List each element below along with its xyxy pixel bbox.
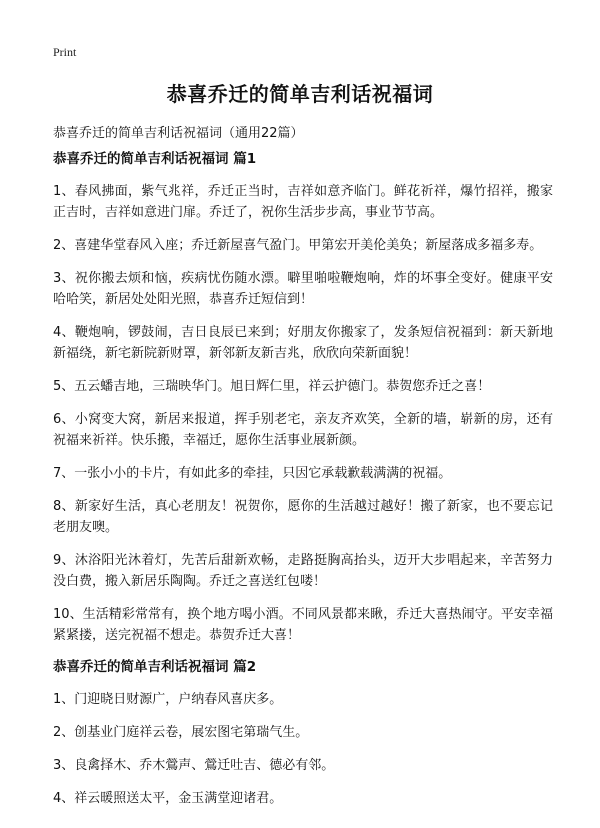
paragraph: 4、祥云暖照送太平，金玉满堂迎诸君。: [53, 791, 283, 806]
paragraph: 2、创基业门庭祥云卷，展宏图宅第瑞气生。: [53, 725, 309, 740]
paragraph: 3、祝你搬去烦和恼，疾病忧伤随水漂。噼里啪啦鞭炮响，炸的坏事全变好。健康平安哈哈笑，新居处处阳光照，恭喜乔迁短信到！: [53, 271, 553, 307]
paragraph: 1、春风拂面，紫气兆祥，乔迁正当时，吉祥如意齐临门。鲜花祈祥，爆竹招祥，搬家正吉时，吉祥如意进门扉。乔迁了，祝你生活步步高，事业节节高。: [53, 184, 553, 220]
section-2: [53, 658, 553, 809]
print-link[interactable]: Print: [53, 45, 77, 59]
page-subtitle: 恭喜乔迁的简单吉利话祝福词（通用22篇）: [53, 126, 304, 141]
paragraph: 6、小窝变大窝，新居来报道，挥手别老宅，亲友齐欢笑，全新的墙，崭新的房，还有祝福来祈祥。快乐搬，幸福迁，愿你生活事业展新颜。: [53, 412, 553, 448]
paragraph: 5、五云蟠吉地，三瑞映华门。旭日辉仁里，祥云护德门。恭贺您乔迁之喜！: [53, 379, 491, 394]
section-heading: 恭喜乔迁的简单吉利话祝福词 篇2: [53, 659, 257, 675]
paragraph: 9、沐浴阳光沐着灯，先苦后甜新欢畅，走路挺胸高抬头，迈开大步唱起来，辛苦努力没白费，搬入新居乐陶陶。乔迁之喜送红包喽！: [53, 553, 553, 589]
page-title: 恭喜乔迁的简单吉利话祝福词: [166, 82, 434, 106]
section-heading: 恭喜乔迁的简单吉利话祝福词 篇1: [53, 151, 257, 167]
paragraph: 10、生活精彩常常有，换个地方喝小酒。不同风景都来瞅，乔迁大喜热闹守。平安幸福紧紧搂，送完祝福不想走。恭贺乔迁大喜！: [53, 607, 553, 643]
article-body: [53, 150, 553, 821]
paragraph: 2、喜建华堂春风入座；乔迁新屋喜气盈门。甲第宏开美伦美奂；新屋落成多福多寿。: [53, 238, 543, 253]
paragraph: 1、门迎晓日财源广，户纳春风喜庆多。: [53, 692, 283, 707]
paragraph: 7、一张小小的卡片，有如此多的牵挂，只因它承载歉载满满的祝福。: [53, 466, 452, 481]
paragraph: 8、新家好生活，真心老朋友！祝贺你，愿你的生活越过越好！搬了新家，也不要忘记老朋友噢。: [53, 499, 553, 535]
paragraph: 4、鞭炮响，锣鼓闹，吉日良辰已来到；好朋友你搬家了，发条短信祝福到：新天新地新福绕，新宅新院新财罩，新邻新友新吉兆，欣欣向荣新面貌！: [53, 325, 553, 361]
paragraph: 3、良禽择木、乔木鶯声、鶯迁吐吉、德必有邻。: [53, 758, 335, 773]
section-1: [53, 150, 553, 646]
